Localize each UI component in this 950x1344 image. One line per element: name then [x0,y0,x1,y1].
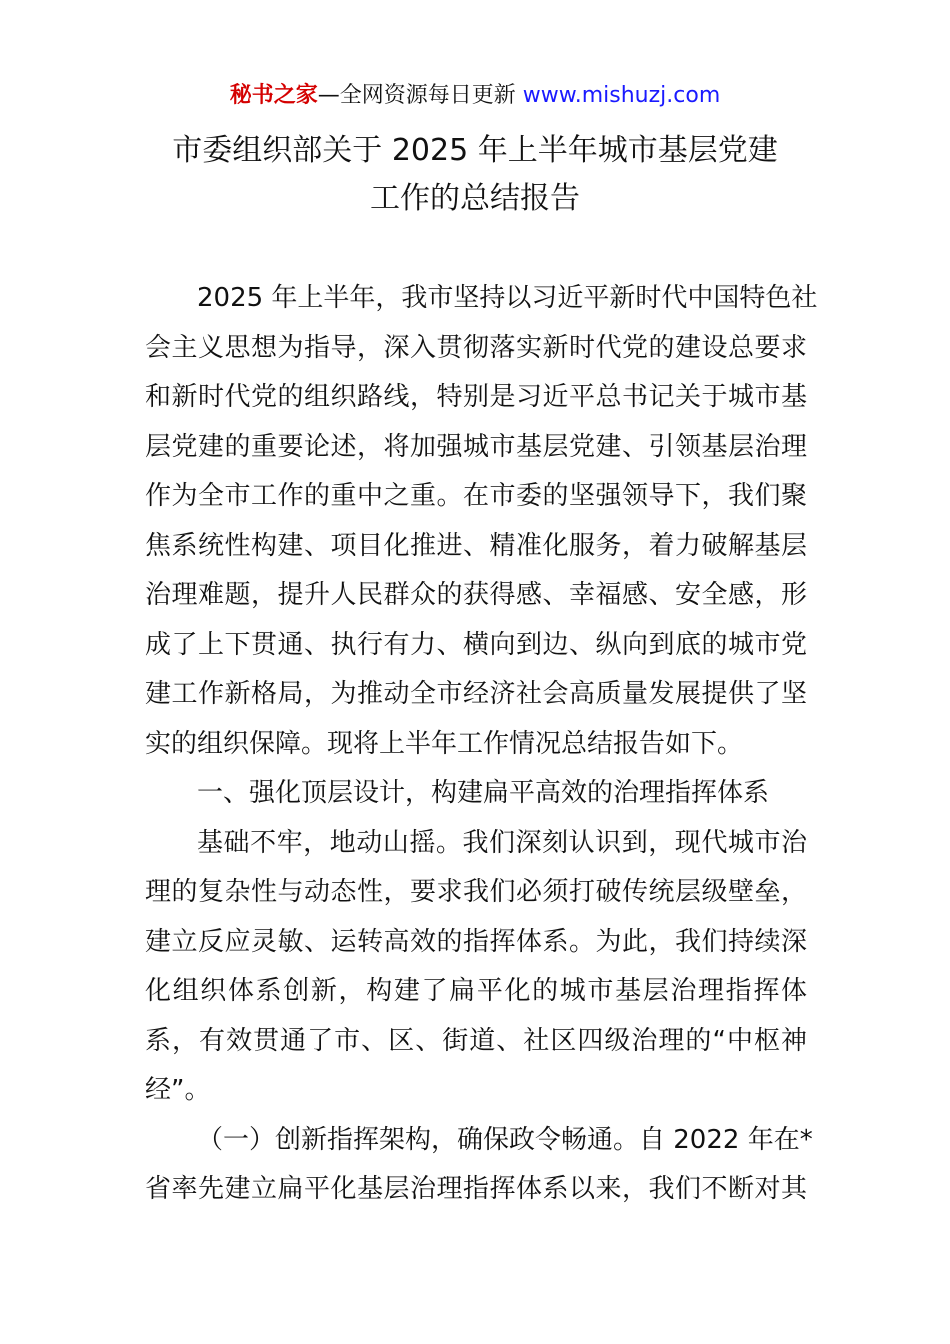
subsection-1-line: （一）创新指挥架构，确保政令畅通。自 2022 年在* [197,1124,813,1155]
paragraph-intro-line: 2025 年上半年，我市坚持以习近平新时代中国特色社 [197,283,818,313]
paragraph-intro-line: 和新时代党的组织路线，特别是习近平总书记关于城市基 [145,382,807,412]
title-line-1: 市委组织部关于 2025 年上半年城市基层党建 [172,133,778,168]
site-tagline: —全网资源每日更新 [317,83,523,108]
paragraph-intro-line: 焦系统性构建、项目化推进、精准化服务，着力破解基层 [145,530,807,561]
site-url-link[interactable]: www.mishuzj.com [522,83,721,108]
paragraph-section1-line: 理的复杂性与动态性，要求我们必须打破传统层级壁垒， [145,877,807,907]
site-header [0,80,950,112]
paragraph-section1-line: 化组织体系创新，构建了扁平化的城市基层治理指挥体 [145,976,807,1006]
title-line-2: 工作的总结报告 [370,181,580,216]
paragraph-section1-line: 基础不牢，地动山摇。我们深刻认识到，现代城市治 [197,827,807,858]
paragraph-intro-line: 治理难题，提升人民群众的获得感、幸福感、安全感，形 [145,580,807,610]
subsection-1-line: 省率先建立扁平化基层治理指挥体系以来，我们不断对其 [145,1174,807,1204]
paragraph-intro-line: 成了上下贯通、执行有力、横向到边、纵向到底的城市党 [145,629,807,660]
paragraph-intro-line: 会主义思想为指导，深入贯彻落实新时代党的建设总要求 [145,332,807,363]
paragraph-section1-line: 建立反应灵敏、运转高效的指挥体系。为此，我们持续深 [145,926,807,957]
site-brand: 秘书之家 [229,83,318,108]
document-title [100,127,850,223]
paragraph-intro-line: 建工作新格局，为推动全市经济社会高质量发展提供了坚 [145,679,807,709]
document-body [145,274,818,1215]
paragraph-intro-line: 实的组织保障。现将上半年工作情况总结报告如下。 [145,728,744,759]
paragraph-section1-line: 经”。 [145,1075,211,1105]
paragraph-intro-line: 作为全市工作的重中之重。在市委的坚强领导下，我们聚 [145,481,807,511]
paragraph-section1-line: 系，有效贯通了市、区、街道、社区四级治理的“中枢神 [145,1025,807,1056]
section-heading-1: 一、强化顶层设计，构建扁平高效的治理指挥体系 [197,778,770,808]
paragraph-intro-line: 层党建的重要论述，将加强城市基层党建、引领基层治理 [145,431,807,462]
